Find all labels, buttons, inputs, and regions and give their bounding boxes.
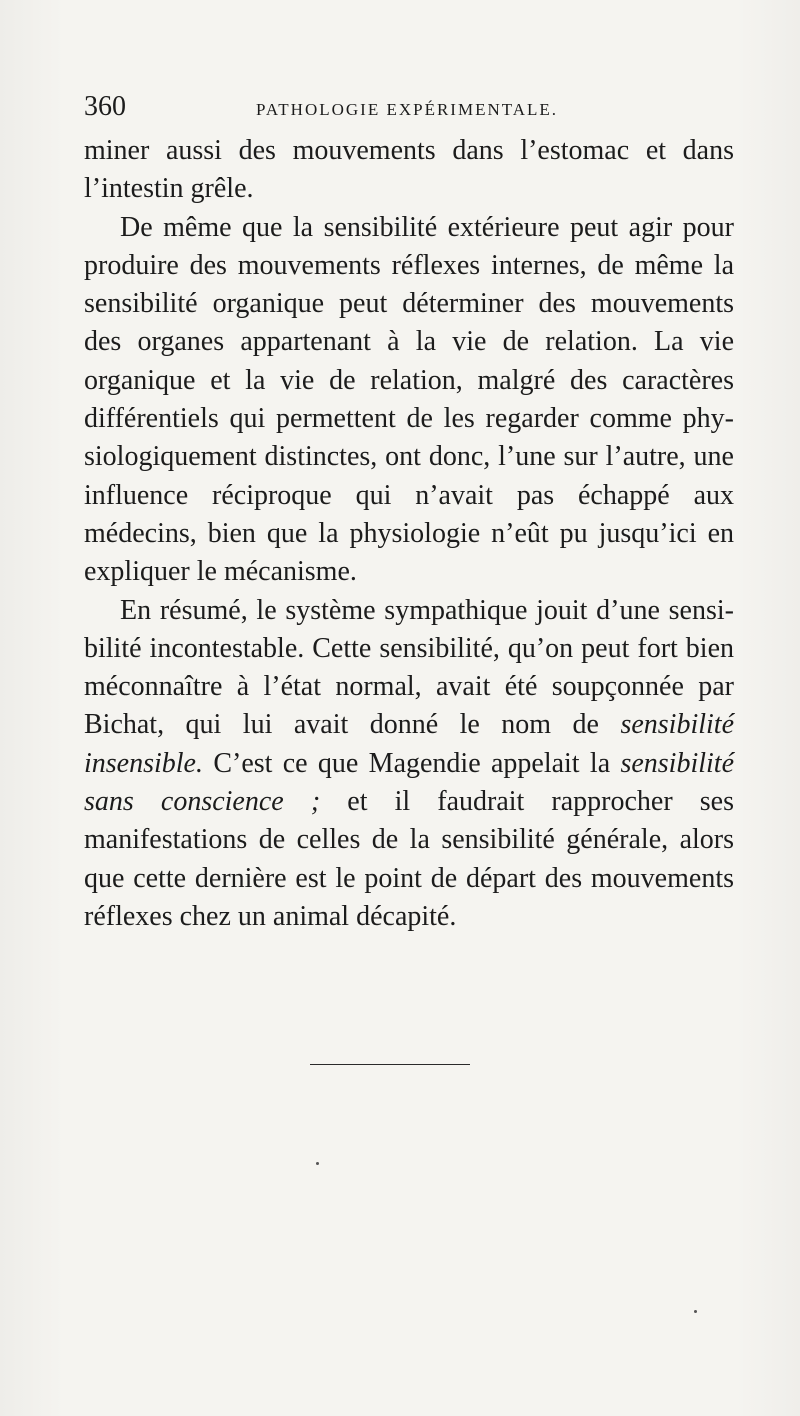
paragraph bbox=[84, 592, 734, 937]
paper-speck bbox=[316, 1162, 319, 1165]
paragraph bbox=[84, 209, 734, 592]
text-run: De même que la sensibilité extérieure peut agir pour produire des mouvements réflexes internes, de même la sensibilité organique peut déterminer des mouvements des organes appartenant à la vie de relation. La vie organique et la vie de relation, malgré des caractères différentiels qui permettent de les regarder comme physiologiquement distinctes, ont donc, l’une sur l’autre, une influence réciproque qui n’avait pas échappé aux médecins, bien que la physiologie n’eût pu jusqu’ici en expliquer le mécanisme. bbox=[84, 211, 734, 588]
page-number: 360 bbox=[84, 91, 126, 122]
end-rule bbox=[310, 1064, 470, 1065]
text-run: et il faudrait rapprocher ses manifestations de celles de la sensibilité générale, alors que cette dernière est le point de départ des mouvements réflexes chez un animal décapité. bbox=[84, 786, 734, 932]
text-run: En résumé, le système sympathique jouit d’une sensibilité incontestable. Cette sensibilité, qu’on peut fort bien méconnaître à l’état normal, avait été soupçonnée par Bichat, qui lui avait donné le nom de bbox=[84, 594, 734, 741]
paragraph bbox=[84, 132, 734, 209]
text-run: miner aussi des mouvements dans l’estomac et dans l’intestin grêle. bbox=[84, 135, 734, 205]
paper-speck bbox=[694, 1310, 697, 1313]
body-text bbox=[84, 132, 734, 936]
italic-term: sensibilité insensible. bbox=[84, 709, 734, 779]
text-run: C’est ce que Magendie appelait la bbox=[203, 747, 621, 779]
italic-term: sensibilité sans conscience ; bbox=[84, 747, 734, 818]
page-header bbox=[84, 92, 724, 122]
running-head: PATHOLOGIE EXPÉRIMENTALE. bbox=[256, 100, 559, 119]
